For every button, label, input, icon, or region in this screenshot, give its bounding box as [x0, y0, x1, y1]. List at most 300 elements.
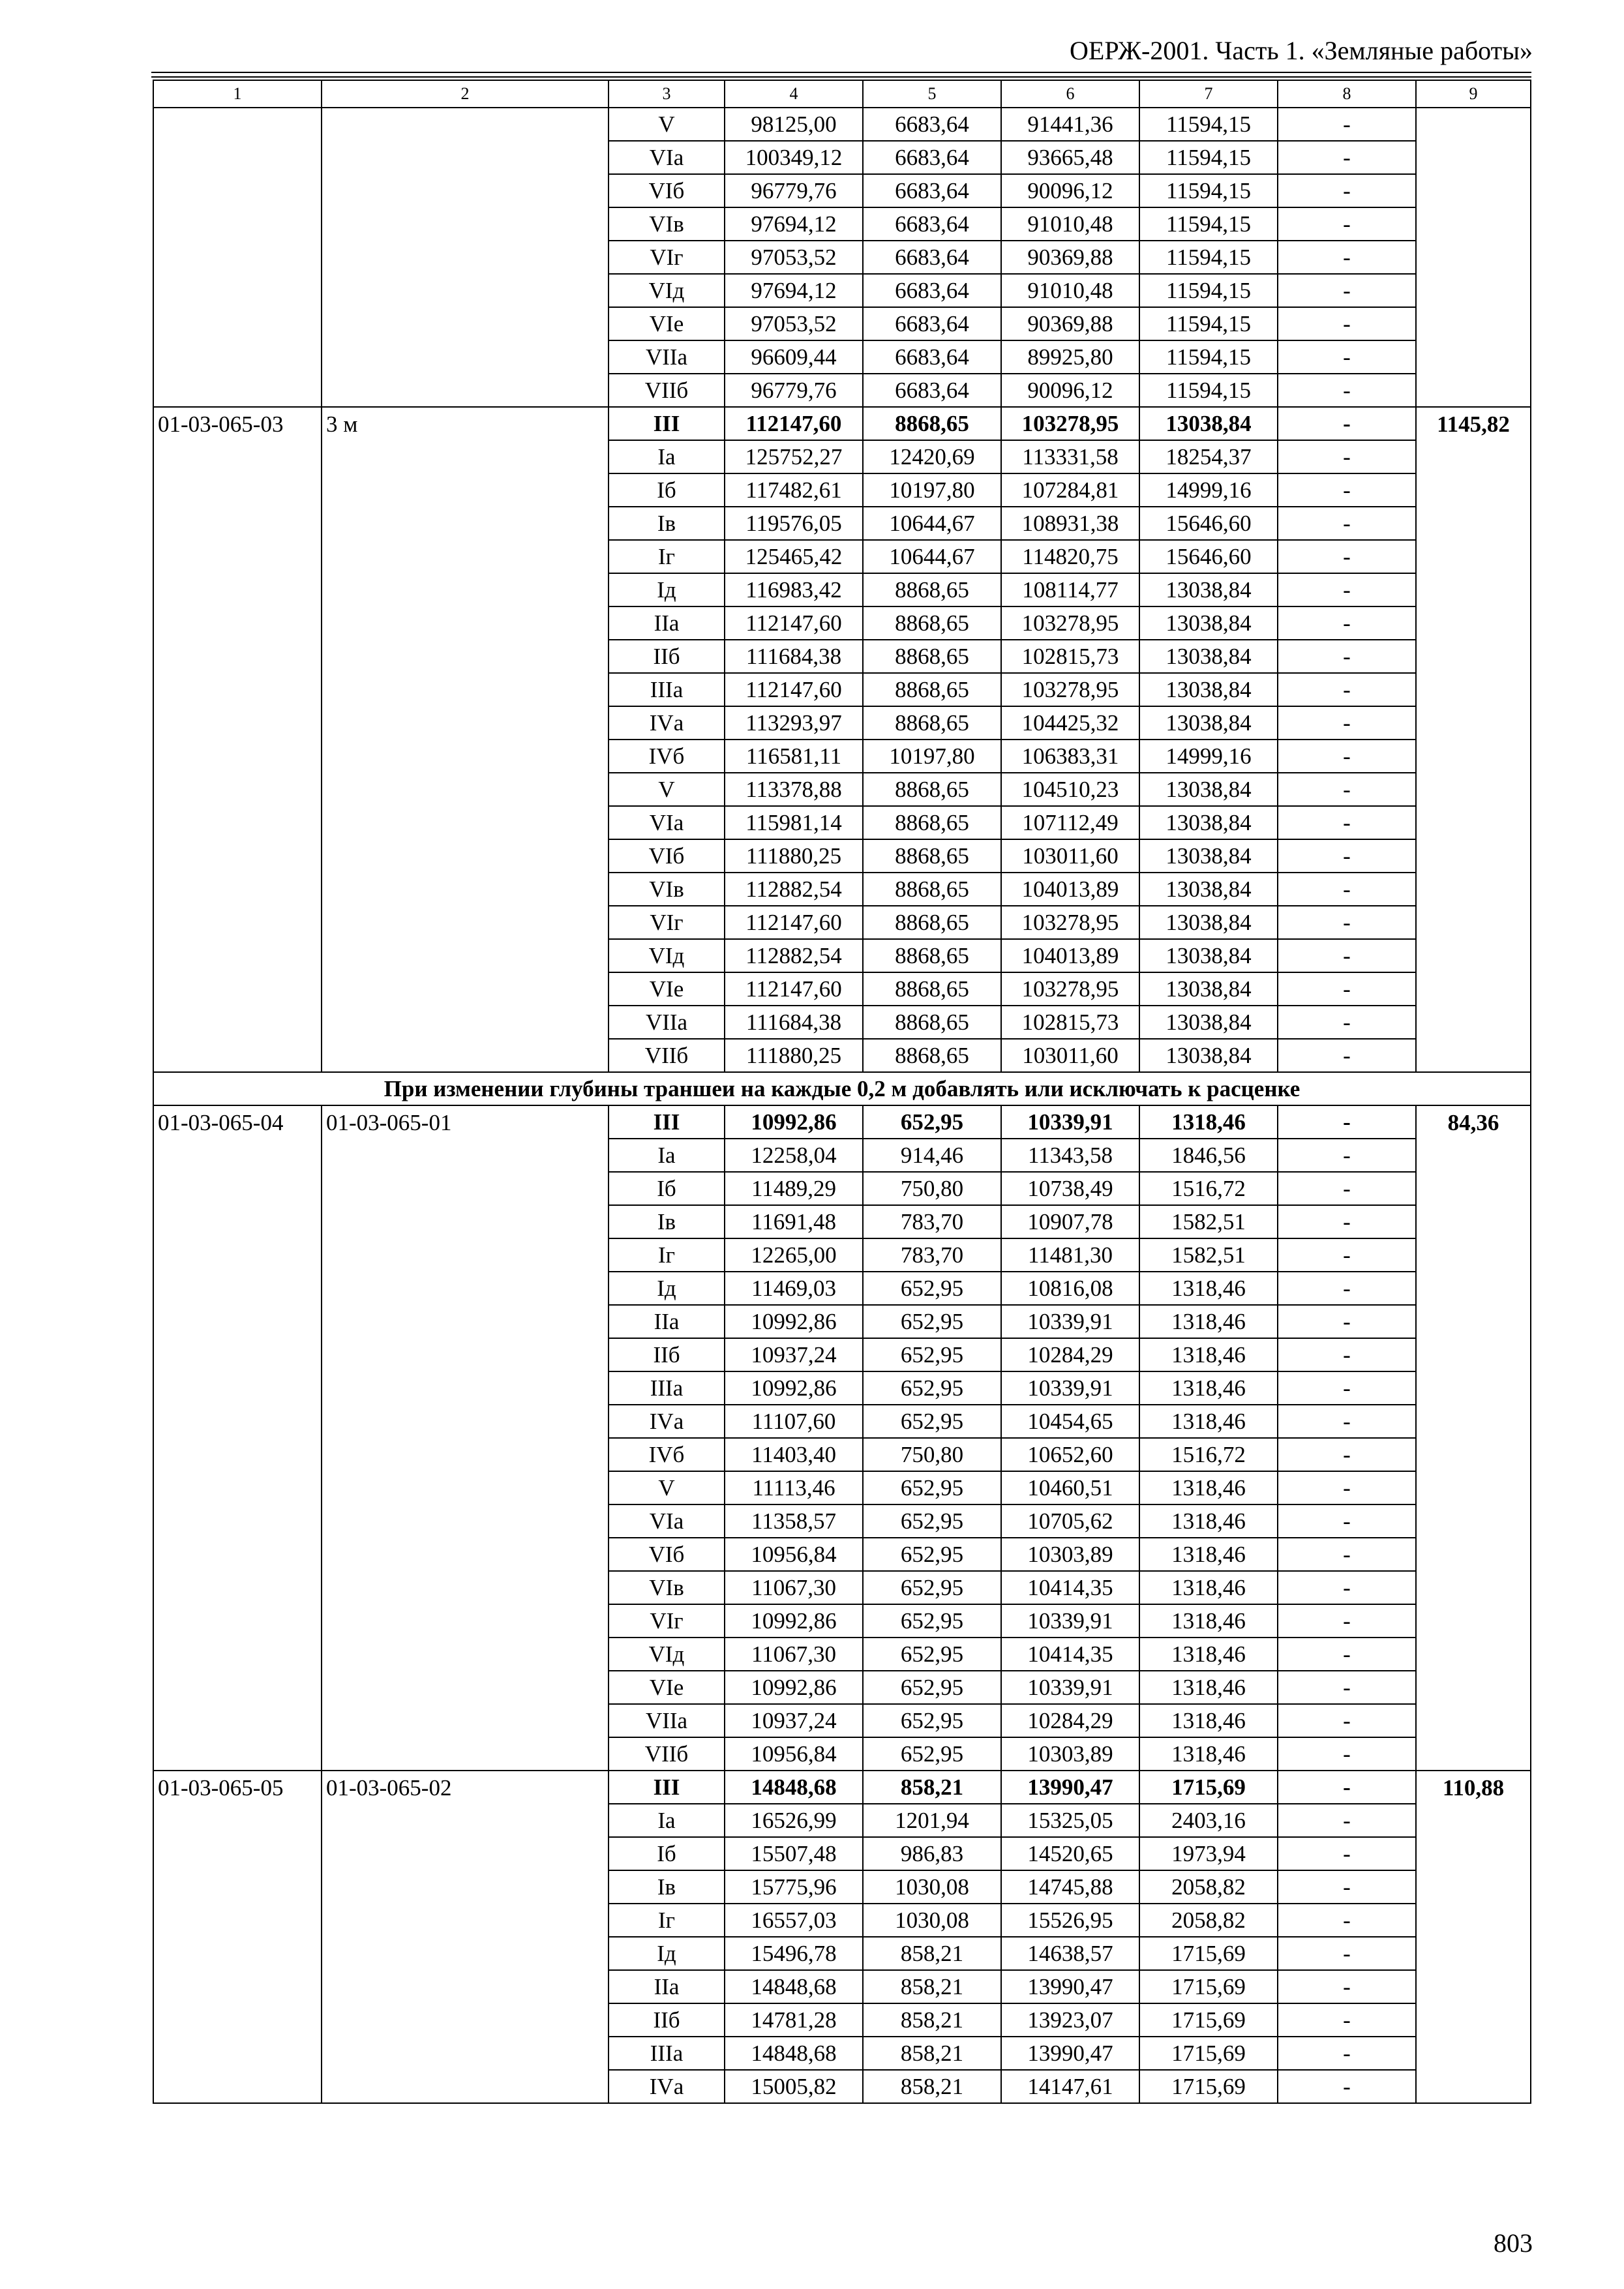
machine-cost: 10339,91	[1001, 1371, 1139, 1405]
wages: 6683,64	[863, 108, 1001, 141]
total-cost: 97053,52	[725, 241, 863, 274]
total-cost: 10992,86	[725, 1604, 863, 1638]
machinist-wages: 1318,46	[1139, 1571, 1278, 1604]
soil-group: VIг	[609, 241, 725, 274]
header-rule	[151, 76, 1531, 78]
soil-group: Iв	[609, 1205, 725, 1238]
wages: 6683,64	[863, 174, 1001, 207]
soil-group: VIв	[609, 207, 725, 241]
machine-cost: 14520,65	[1001, 1837, 1139, 1870]
rate-name: 3 м	[322, 407, 609, 1072]
column-number: 6	[1001, 80, 1139, 108]
materials-cost: -	[1278, 939, 1416, 972]
rate-name	[322, 108, 609, 407]
soil-group: VIв	[609, 1571, 725, 1604]
wages: 858,21	[863, 2003, 1001, 2037]
materials-cost: -	[1278, 1704, 1416, 1737]
machine-cost: 103278,95	[1001, 906, 1139, 939]
rate-row	[153, 108, 1531, 141]
materials-cost: -	[1278, 2070, 1416, 2103]
wages: 1030,08	[863, 1870, 1001, 1904]
total-cost: 11469,03	[725, 1272, 863, 1305]
total-cost: 10956,84	[725, 1538, 863, 1571]
machinist-wages: 1715,69	[1139, 1970, 1278, 2003]
machine-cost: 104510,23	[1001, 773, 1139, 806]
materials-cost: -	[1278, 241, 1416, 274]
wages: 8868,65	[863, 806, 1001, 839]
soil-group: IIIа	[609, 2037, 725, 2070]
materials-cost: -	[1278, 1904, 1416, 1937]
soil-group: IIб	[609, 1338, 725, 1371]
materials-cost: -	[1278, 1006, 1416, 1039]
wages: 652,95	[863, 1604, 1001, 1638]
machinist-wages: 1318,46	[1139, 1105, 1278, 1139]
soil-group: VIIб	[609, 374, 725, 407]
machine-cost: 10303,89	[1001, 1538, 1139, 1571]
soil-group: VIIа	[609, 1006, 725, 1039]
wages: 652,95	[863, 1704, 1001, 1737]
machine-cost: 108931,38	[1001, 507, 1139, 540]
machinist-wages: 13038,84	[1139, 873, 1278, 906]
machine-cost: 102815,73	[1001, 640, 1139, 673]
total-cost: 11113,46	[725, 1471, 863, 1504]
rates-table-container	[153, 80, 1530, 2104]
total-cost: 96609,44	[725, 340, 863, 374]
soil-group: III	[609, 407, 725, 440]
materials-cost: -	[1278, 407, 1416, 440]
wages: 10197,80	[863, 740, 1001, 773]
materials-cost: -	[1278, 640, 1416, 673]
soil-group: VIIб	[609, 1737, 725, 1771]
materials-cost: -	[1278, 1438, 1416, 1471]
soil-group: IIа	[609, 1305, 725, 1338]
page-number: 803	[1494, 2228, 1533, 2258]
machine-cost: 102815,73	[1001, 1006, 1139, 1039]
soil-group: VIIб	[609, 1039, 725, 1072]
materials-cost: -	[1278, 1671, 1416, 1704]
materials-cost: -	[1278, 540, 1416, 573]
materials-cost: -	[1278, 1571, 1416, 1604]
machine-cost: 93665,48	[1001, 141, 1139, 174]
wages: 8868,65	[863, 606, 1001, 640]
wages: 8868,65	[863, 873, 1001, 906]
machinist-wages: 11594,15	[1139, 141, 1278, 174]
materials-cost: -	[1278, 1804, 1416, 1837]
wages: 6683,64	[863, 274, 1001, 307]
total-cost: 10937,24	[725, 1338, 863, 1371]
soil-group: VIд	[609, 1638, 725, 1671]
machinist-wages: 1318,46	[1139, 1538, 1278, 1571]
materials-cost: -	[1278, 108, 1416, 141]
materials-cost: -	[1278, 1970, 1416, 2003]
wages: 652,95	[863, 1338, 1001, 1371]
soil-group: Iа	[609, 440, 725, 473]
soil-group: Iг	[609, 1238, 725, 1272]
materials-cost: -	[1278, 1371, 1416, 1405]
labor-hours	[1416, 108, 1531, 407]
wages: 750,80	[863, 1172, 1001, 1205]
wages: 652,95	[863, 1105, 1001, 1139]
wages: 652,95	[863, 1638, 1001, 1671]
machine-cost: 10339,91	[1001, 1105, 1139, 1139]
materials-cost: -	[1278, 773, 1416, 806]
machinist-wages: 11594,15	[1139, 241, 1278, 274]
wages: 652,95	[863, 1305, 1001, 1338]
soil-group: VIв	[609, 873, 725, 906]
soil-group: Iд	[609, 573, 725, 606]
total-cost: 111684,38	[725, 640, 863, 673]
machinist-wages: 11594,15	[1139, 307, 1278, 340]
machinist-wages: 1516,72	[1139, 1438, 1278, 1471]
machinist-wages: 1318,46	[1139, 1638, 1278, 1671]
soil-group: III	[609, 1105, 725, 1139]
machinist-wages: 13038,84	[1139, 673, 1278, 706]
machine-cost: 14147,61	[1001, 2070, 1139, 2103]
machine-cost: 107112,49	[1001, 806, 1139, 839]
total-cost: 112147,60	[725, 673, 863, 706]
soil-group: VIе	[609, 1671, 725, 1704]
machinist-wages: 1846,56	[1139, 1139, 1278, 1172]
total-cost: 97694,12	[725, 207, 863, 241]
rate-code: 01-03-065-05	[153, 1771, 322, 2103]
soil-group: VIе	[609, 972, 725, 1006]
machine-cost: 10652,60	[1001, 1438, 1139, 1471]
soil-group: Iа	[609, 1139, 725, 1172]
machine-cost: 15526,95	[1001, 1904, 1139, 1937]
total-cost: 112147,60	[725, 972, 863, 1006]
total-cost: 116983,42	[725, 573, 863, 606]
total-cost: 112147,60	[725, 407, 863, 440]
machinist-wages: 2058,82	[1139, 1904, 1278, 1937]
machine-cost: 11343,58	[1001, 1139, 1139, 1172]
machinist-wages: 13038,84	[1139, 939, 1278, 972]
machine-cost: 13990,47	[1001, 1771, 1139, 1804]
machinist-wages: 13038,84	[1139, 1039, 1278, 1072]
header-rule	[151, 72, 1531, 73]
machinist-wages: 1318,46	[1139, 1704, 1278, 1737]
machine-cost: 11481,30	[1001, 1238, 1139, 1272]
total-cost: 113378,88	[725, 773, 863, 806]
wages: 858,21	[863, 2037, 1001, 2070]
column-number: 1	[153, 80, 322, 108]
soil-group: Iд	[609, 1937, 725, 1970]
materials-cost: -	[1278, 806, 1416, 839]
rate-name: 01-03-065-01	[322, 1105, 609, 1771]
wages: 652,95	[863, 1737, 1001, 1771]
wages: 1030,08	[863, 1904, 1001, 1937]
machinist-wages: 1582,51	[1139, 1238, 1278, 1272]
machinist-wages: 11594,15	[1139, 108, 1278, 141]
total-cost: 11489,29	[725, 1172, 863, 1205]
soil-group: VIг	[609, 906, 725, 939]
machinist-wages: 14999,16	[1139, 473, 1278, 507]
total-cost: 125465,42	[725, 540, 863, 573]
materials-cost: -	[1278, 906, 1416, 939]
total-cost: 125752,27	[725, 440, 863, 473]
labor-hours: 84,36	[1416, 1105, 1531, 1771]
machine-cost: 14745,88	[1001, 1870, 1139, 1904]
machine-cost: 10414,35	[1001, 1638, 1139, 1671]
machine-cost: 13990,47	[1001, 1970, 1139, 2003]
soil-group: VIа	[609, 806, 725, 839]
wages: 6683,64	[863, 141, 1001, 174]
wages: 914,46	[863, 1139, 1001, 1172]
machinist-wages: 13038,84	[1139, 773, 1278, 806]
machinist-wages: 15646,60	[1139, 507, 1278, 540]
machine-cost: 114820,75	[1001, 540, 1139, 573]
materials-cost: -	[1278, 307, 1416, 340]
total-cost: 96779,76	[725, 174, 863, 207]
materials-cost: -	[1278, 1870, 1416, 1904]
total-cost: 11067,30	[725, 1638, 863, 1671]
machinist-wages: 1318,46	[1139, 1272, 1278, 1305]
total-cost: 113293,97	[725, 706, 863, 740]
rates-table	[153, 80, 1531, 2104]
wages: 858,21	[863, 1970, 1001, 2003]
materials-cost: -	[1278, 440, 1416, 473]
materials-cost: -	[1278, 2003, 1416, 2037]
wages: 986,83	[863, 1837, 1001, 1870]
rate-code: 01-03-065-03	[153, 407, 322, 1072]
machinist-wages: 15646,60	[1139, 540, 1278, 573]
wages: 750,80	[863, 1438, 1001, 1471]
soil-group: VIд	[609, 274, 725, 307]
machine-cost: 104013,89	[1001, 873, 1139, 906]
materials-cost: -	[1278, 1504, 1416, 1538]
machinist-wages: 11594,15	[1139, 374, 1278, 407]
machine-cost: 103278,95	[1001, 606, 1139, 640]
materials-cost: -	[1278, 374, 1416, 407]
soil-group: VIа	[609, 1504, 725, 1538]
column-number: 3	[609, 80, 725, 108]
soil-group: VIб	[609, 1538, 725, 1571]
rates-table-body	[153, 80, 1531, 2103]
wages: 652,95	[863, 1405, 1001, 1438]
machine-cost: 10303,89	[1001, 1737, 1139, 1771]
soil-group: Iб	[609, 1837, 725, 1870]
machinist-wages: 1715,69	[1139, 2070, 1278, 2103]
wages: 652,95	[863, 1371, 1001, 1405]
total-cost: 11358,57	[725, 1504, 863, 1538]
total-cost: 10937,24	[725, 1704, 863, 1737]
machine-cost: 10284,29	[1001, 1338, 1139, 1371]
machine-cost: 10284,29	[1001, 1704, 1139, 1737]
materials-cost: -	[1278, 706, 1416, 740]
wages: 6683,64	[863, 307, 1001, 340]
materials-cost: -	[1278, 573, 1416, 606]
materials-cost: -	[1278, 274, 1416, 307]
machine-cost: 104013,89	[1001, 939, 1139, 972]
machinist-wages: 1318,46	[1139, 1371, 1278, 1405]
wages: 6683,64	[863, 374, 1001, 407]
wages: 8868,65	[863, 673, 1001, 706]
machinist-wages: 1318,46	[1139, 1671, 1278, 1704]
soil-group: IVа	[609, 1405, 725, 1438]
machine-cost: 10339,91	[1001, 1671, 1139, 1704]
materials-cost: -	[1278, 1305, 1416, 1338]
soil-group: IVа	[609, 2070, 725, 2103]
machine-cost: 90096,12	[1001, 174, 1139, 207]
machine-cost: 108114,77	[1001, 573, 1139, 606]
soil-group: IVб	[609, 1438, 725, 1471]
machinist-wages: 11594,15	[1139, 174, 1278, 207]
machine-cost: 104425,32	[1001, 706, 1139, 740]
total-cost: 12258,04	[725, 1139, 863, 1172]
total-cost: 112882,54	[725, 873, 863, 906]
machinist-wages: 11594,15	[1139, 274, 1278, 307]
total-cost: 15507,48	[725, 1837, 863, 1870]
materials-cost: -	[1278, 1771, 1416, 1804]
soil-group: VIб	[609, 174, 725, 207]
total-cost: 14848,68	[725, 1970, 863, 2003]
total-cost: 12265,00	[725, 1238, 863, 1272]
wages: 6683,64	[863, 207, 1001, 241]
machine-cost: 91010,48	[1001, 274, 1139, 307]
machine-cost: 10414,35	[1001, 1571, 1139, 1604]
materials-cost: -	[1278, 473, 1416, 507]
machine-cost: 13990,47	[1001, 2037, 1139, 2070]
rate-row	[153, 1105, 1531, 1139]
machinist-wages: 1318,46	[1139, 1504, 1278, 1538]
materials-cost: -	[1278, 1105, 1416, 1139]
machine-cost: 10454,65	[1001, 1405, 1139, 1438]
soil-group: Iв	[609, 1870, 725, 1904]
machine-cost: 103278,95	[1001, 972, 1139, 1006]
wages: 652,95	[863, 1471, 1001, 1504]
machine-cost: 91010,48	[1001, 207, 1139, 241]
section-note-row	[153, 1072, 1531, 1105]
machine-cost: 113331,58	[1001, 440, 1139, 473]
rate-code	[153, 108, 322, 407]
machine-cost: 15325,05	[1001, 1804, 1139, 1837]
section-note: При изменении глубины траншеи на каждые 0,2 м добавлять или исключать к расценке	[153, 1072, 1531, 1105]
materials-cost: -	[1278, 673, 1416, 706]
soil-group: V	[609, 773, 725, 806]
machine-cost: 90369,88	[1001, 307, 1139, 340]
machinist-wages: 1973,94	[1139, 1837, 1278, 1870]
total-cost: 14848,68	[725, 2037, 863, 2070]
materials-cost: -	[1278, 1405, 1416, 1438]
total-cost: 10956,84	[725, 1737, 863, 1771]
soil-group: VIа	[609, 141, 725, 174]
materials-cost: -	[1278, 207, 1416, 241]
soil-group: IVа	[609, 706, 725, 740]
wages: 6683,64	[863, 340, 1001, 374]
total-cost: 119576,05	[725, 507, 863, 540]
materials-cost: -	[1278, 1538, 1416, 1571]
machinist-wages: 2403,16	[1139, 1804, 1278, 1837]
total-cost: 116581,11	[725, 740, 863, 773]
wages: 8868,65	[863, 839, 1001, 873]
machinist-wages: 1715,69	[1139, 1937, 1278, 1970]
machine-cost: 10460,51	[1001, 1471, 1139, 1504]
total-cost: 15005,82	[725, 2070, 863, 2103]
soil-group: VIIа	[609, 1704, 725, 1737]
materials-cost: -	[1278, 740, 1416, 773]
machinist-wages: 13038,84	[1139, 407, 1278, 440]
machinist-wages: 11594,15	[1139, 207, 1278, 241]
wages: 10644,67	[863, 540, 1001, 573]
machinist-wages: 1715,69	[1139, 1771, 1278, 1804]
total-cost: 10992,86	[725, 1105, 863, 1139]
wages: 8868,65	[863, 573, 1001, 606]
wages: 8868,65	[863, 407, 1001, 440]
machinist-wages: 1318,46	[1139, 1604, 1278, 1638]
total-cost: 14848,68	[725, 1771, 863, 1804]
wages: 8868,65	[863, 1006, 1001, 1039]
materials-cost: -	[1278, 1238, 1416, 1272]
total-cost: 11067,30	[725, 1571, 863, 1604]
materials-cost: -	[1278, 1604, 1416, 1638]
soil-group: IIа	[609, 1970, 725, 2003]
labor-hours: 110,88	[1416, 1771, 1531, 2103]
total-cost: 10992,86	[725, 1371, 863, 1405]
soil-group: VIIа	[609, 340, 725, 374]
column-number-row	[153, 80, 1531, 108]
soil-group: Iг	[609, 540, 725, 573]
machinist-wages: 1318,46	[1139, 1338, 1278, 1371]
total-cost: 11403,40	[725, 1438, 863, 1471]
wages: 8868,65	[863, 773, 1001, 806]
wages: 858,21	[863, 2070, 1001, 2103]
rate-code: 01-03-065-04	[153, 1105, 322, 1771]
machinist-wages: 13038,84	[1139, 972, 1278, 1006]
machinist-wages: 1318,46	[1139, 1737, 1278, 1771]
machinist-wages: 1582,51	[1139, 1205, 1278, 1238]
machine-cost: 90096,12	[1001, 374, 1139, 407]
total-cost: 11107,60	[725, 1405, 863, 1438]
total-cost: 97694,12	[725, 274, 863, 307]
machinist-wages: 13038,84	[1139, 806, 1278, 839]
soil-group: VIг	[609, 1604, 725, 1638]
soil-group: VIб	[609, 839, 725, 873]
total-cost: 14781,28	[725, 2003, 863, 2037]
machine-cost: 107284,81	[1001, 473, 1139, 507]
machinist-wages: 1318,46	[1139, 1305, 1278, 1338]
machine-cost: 90369,88	[1001, 241, 1139, 274]
machinist-wages: 18254,37	[1139, 440, 1278, 473]
total-cost: 98125,00	[725, 108, 863, 141]
machine-cost: 103011,60	[1001, 1039, 1139, 1072]
machine-cost: 14638,57	[1001, 1937, 1139, 1970]
total-cost: 112147,60	[725, 906, 863, 939]
soil-group: IIIа	[609, 673, 725, 706]
machinist-wages: 1516,72	[1139, 1172, 1278, 1205]
wages: 8868,65	[863, 706, 1001, 740]
wages: 8868,65	[863, 939, 1001, 972]
machine-cost: 91441,36	[1001, 108, 1139, 141]
soil-group: Iг	[609, 1904, 725, 1937]
machine-cost: 10907,78	[1001, 1205, 1139, 1238]
machinist-wages: 13038,84	[1139, 906, 1278, 939]
wages: 1201,94	[863, 1804, 1001, 1837]
soil-group: IIIа	[609, 1371, 725, 1405]
column-number: 8	[1278, 80, 1416, 108]
materials-cost: -	[1278, 1737, 1416, 1771]
wages: 858,21	[863, 1771, 1001, 1804]
machine-cost: 13923,07	[1001, 2003, 1139, 2037]
machine-cost: 103278,95	[1001, 673, 1139, 706]
materials-cost: -	[1278, 606, 1416, 640]
materials-cost: -	[1278, 507, 1416, 540]
machine-cost: 89925,80	[1001, 340, 1139, 374]
machinist-wages: 13038,84	[1139, 606, 1278, 640]
total-cost: 115981,14	[725, 806, 863, 839]
total-cost: 15775,96	[725, 1870, 863, 1904]
materials-cost: -	[1278, 1638, 1416, 1671]
wages: 652,95	[863, 1538, 1001, 1571]
soil-group: VIе	[609, 307, 725, 340]
